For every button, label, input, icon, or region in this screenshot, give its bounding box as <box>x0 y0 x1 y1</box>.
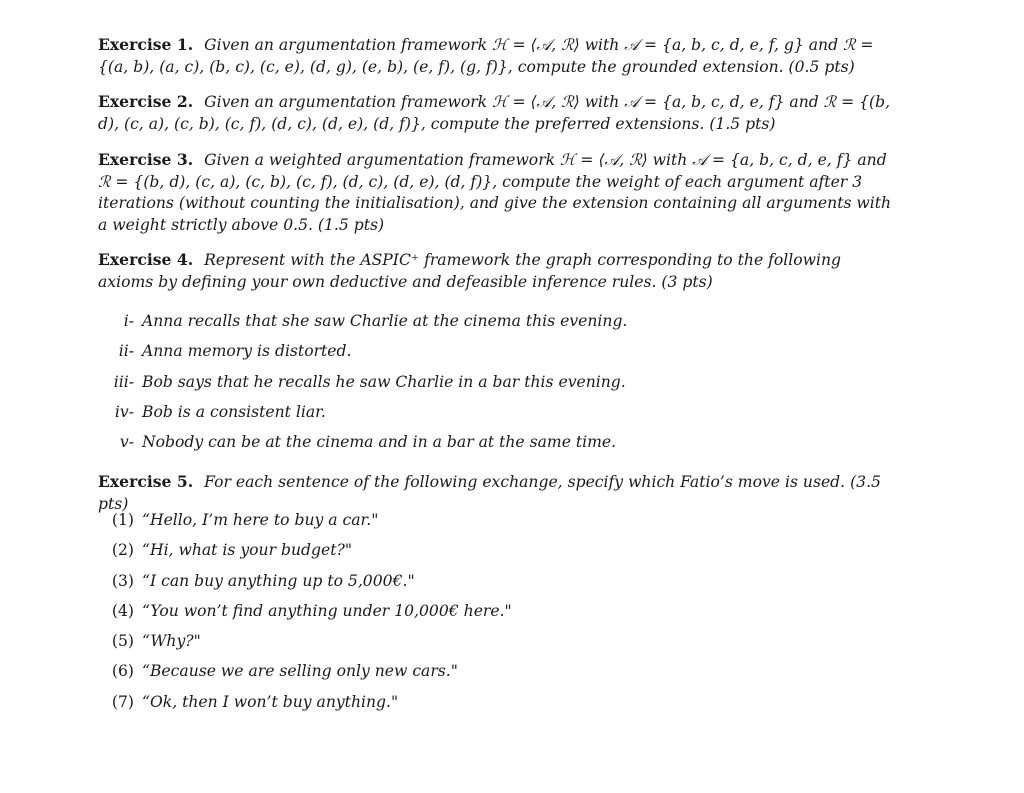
exercise-1 <box>98 34 895 78</box>
list-item-text: “Hello, I’m here to buy a car." <box>142 511 379 529</box>
list-marker: iv- <box>114 402 134 421</box>
exercise-4-heading: Exercise 4. <box>98 250 194 269</box>
exercise-1-heading: Exercise 1. <box>98 35 194 54</box>
list-item <box>98 311 895 341</box>
exercise-5-text: For each sentence of the following exchange, specify which Fatio’s move is used. (3.5 pts) <box>98 473 881 513</box>
list-item-text: “Hi, what is your budget?" <box>142 541 352 560</box>
list-item-text: “Why?" <box>142 632 201 651</box>
list-item <box>98 571 895 601</box>
exercise-2-text: Given an argumentation framework ℋ = ⟨𝒜, ℛ⟩ with 𝒜 = {a, b, c, d, e, f} and ℛ = {(b, d), (c, a), (c, b), (c, f), (d, c), (d, e), (d, f)}, compute the preferred extensions. (1.5 pts) <box>98 93 891 133</box>
list-item-text: Anna recalls that she saw Charlie at the cinema this evening. <box>142 312 628 330</box>
list-marker: (4) <box>111 601 134 620</box>
list-item-text: Anna memory is distorted. <box>142 342 352 361</box>
exercise-4-text: Represent with the ASPIC⁺ framework the graph corresponding to the following axioms by defining your own deductive and defeasible inference rules. (3 pts) <box>98 251 842 291</box>
list-marker: (2) <box>111 541 134 560</box>
list-item-text: Bob says that he recalls he saw Charlie in a bar this evening. <box>142 372 626 391</box>
exercise-4-axiom-list <box>98 311 895 462</box>
list-item-text: “Because we are selling only new cars." <box>142 662 458 681</box>
exercise-2 <box>98 91 895 135</box>
list-item <box>98 510 895 540</box>
exercise-3 <box>98 149 895 236</box>
list-item <box>98 631 895 661</box>
exercise-1-text: Given an argumentation framework ℋ = ⟨𝒜, ℛ⟩ with 𝒜 = {a, b, c, d, e, f, g} and ℛ = {(a, b), (a, c), (b, c), (c, e), (d, g), (e, b), (e, f), (g, f)}, compute the grounded extension. (0.5 pts) <box>98 36 874 76</box>
list-marker: v- <box>119 433 134 452</box>
exercise-5 <box>98 471 895 515</box>
exercise-3-text: Given a weighted argumentation framework ℋ = ⟨𝒜, ℛ⟩ with 𝒜 = {a, b, c, d, e, f} and ℛ = {(b, d), (c, a), (c, b), (c, f), (d, c), (d, e), (d, f)}, compute the weight of each argument after 3 iterations (without counting the initialisation), and give the extension containing all arguments with a weight strictly above 0.5. (1.5 pts) <box>98 151 892 234</box>
list-item <box>98 372 895 402</box>
list-item-text: “Ok, then I won’t buy anything." <box>142 692 399 711</box>
list-marker: (1) <box>111 511 134 529</box>
list-marker: iii- <box>113 372 134 391</box>
list-marker: (7) <box>111 692 134 711</box>
list-marker: i- <box>123 312 134 330</box>
list-marker: (5) <box>111 632 134 651</box>
exercise-5-dialogue-list <box>98 510 895 722</box>
list-item-text: “You won’t find anything under 10,000€ here." <box>142 601 512 620</box>
exercise-5-heading: Exercise 5. <box>98 472 194 491</box>
list-item-text: “I can buy anything up to 5,000€." <box>142 571 415 590</box>
list-marker: ii- <box>118 342 134 361</box>
list-item <box>98 432 895 462</box>
exercise-3-heading: Exercise 3. <box>98 150 194 169</box>
list-item <box>98 661 895 691</box>
list-marker: (3) <box>111 571 134 590</box>
list-item <box>98 341 895 371</box>
list-item <box>98 402 895 432</box>
list-item-text: Nobody can be at the cinema and in a bar at the same time. <box>142 433 617 452</box>
exercise-4 <box>98 249 895 293</box>
list-item <box>98 692 895 722</box>
list-item <box>98 601 895 631</box>
list-item-text: Bob is a consistent liar. <box>142 402 326 421</box>
list-item <box>98 540 895 570</box>
exercise-2-heading: Exercise 2. <box>98 92 194 111</box>
list-marker: (6) <box>111 662 134 681</box>
